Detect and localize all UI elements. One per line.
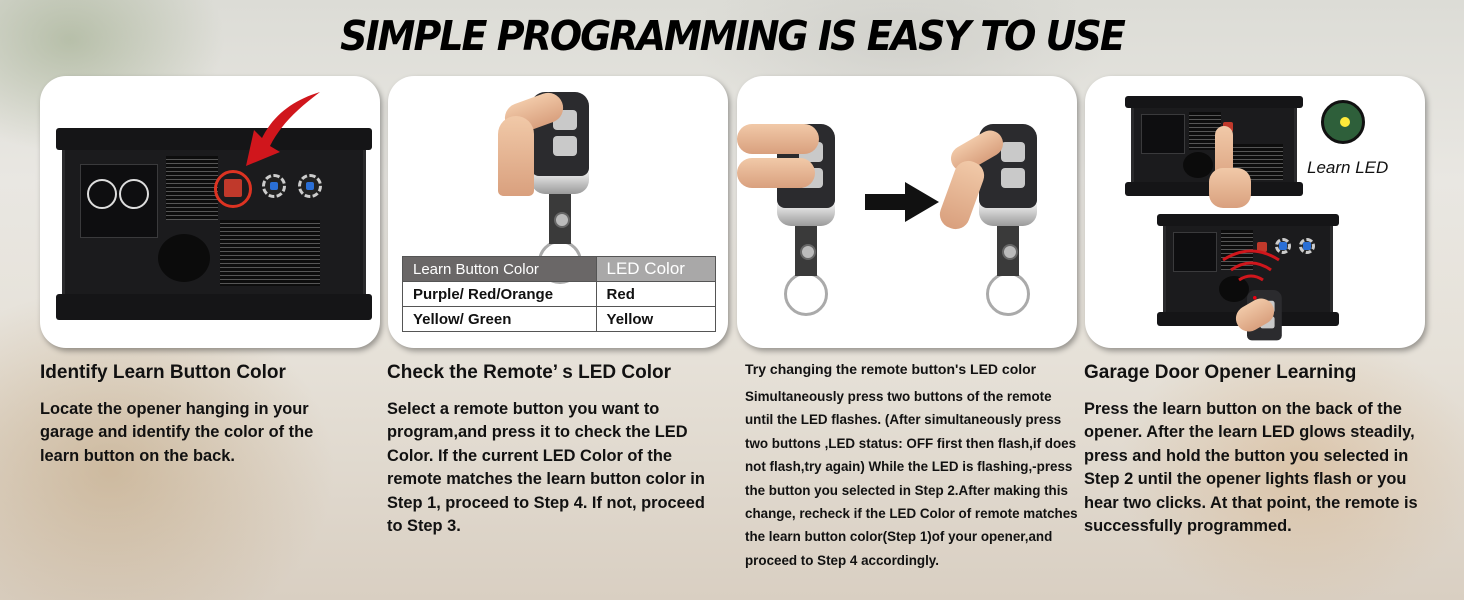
learn-button <box>224 179 242 197</box>
step1-image-card <box>40 76 380 348</box>
table-header-row <box>403 257 716 282</box>
step1-heading: Identify Learn Button Color <box>40 362 286 383</box>
step3-heading: Try changing the remote button's LED color <box>745 361 1037 377</box>
step4-body: Press the learn button on the back of the opener. After the learn LED glows steadily, press and hold the button you selected in Step 2 until the opener lights flash or you hear two clicks. At that point, the remote is successfully programmed. <box>1084 400 1418 536</box>
page-title: SIMPLE PROGRAMMING IS EASY TO USE <box>340 12 1124 60</box>
step2-heading: Check the Remote’ s LED Color <box>387 362 672 383</box>
table-header-cell: LED Color <box>596 257 715 282</box>
table-row <box>403 307 716 332</box>
table-cell: Purple/ Red/Orange <box>403 282 597 307</box>
signal-waves-icon <box>1219 246 1283 286</box>
right-arrow-icon <box>865 182 939 222</box>
table-cell: Red <box>596 282 715 307</box>
learn-led-closeup <box>1321 100 1365 144</box>
step2-body: Select a remote button you want to program,and press it to check the LED Color. If the current LED Color of the remote matches the learn button color in Step 1, proceed to Step 4. If not, proceed to Step 3. <box>387 400 705 536</box>
table-cell: Yellow/ Green <box>403 307 597 332</box>
red-arrow-icon <box>224 90 324 170</box>
step4-image-card <box>1085 76 1425 348</box>
step3-body: Simultaneously press two buttons of the remote until the LED flashes. (After simultaneously press two buttons ,LED status: OFF first then flash,if does not flash,try again) While the LED is flashing,-press the button you selected in Step 2.After making this change, recheck if the LED Color of remote matches the learn button color(Step 1)of your opener,and proceed to Step 4 accordingly. <box>745 389 1078 568</box>
table-cell: Yellow <box>596 307 715 332</box>
step2-image-card <box>388 76 728 348</box>
learn-led-label: Learn LED <box>1307 158 1389 177</box>
step1-body: Locate the opener hanging in your garage and identify the color of the learn button on the back. <box>40 400 314 465</box>
table-header-cell: Learn Button Color <box>403 257 597 282</box>
step3-image-card <box>737 76 1077 348</box>
table-row <box>403 282 716 307</box>
led-color-table <box>402 256 716 332</box>
step4-heading: Garage Door Opener Learning <box>1084 362 1357 383</box>
